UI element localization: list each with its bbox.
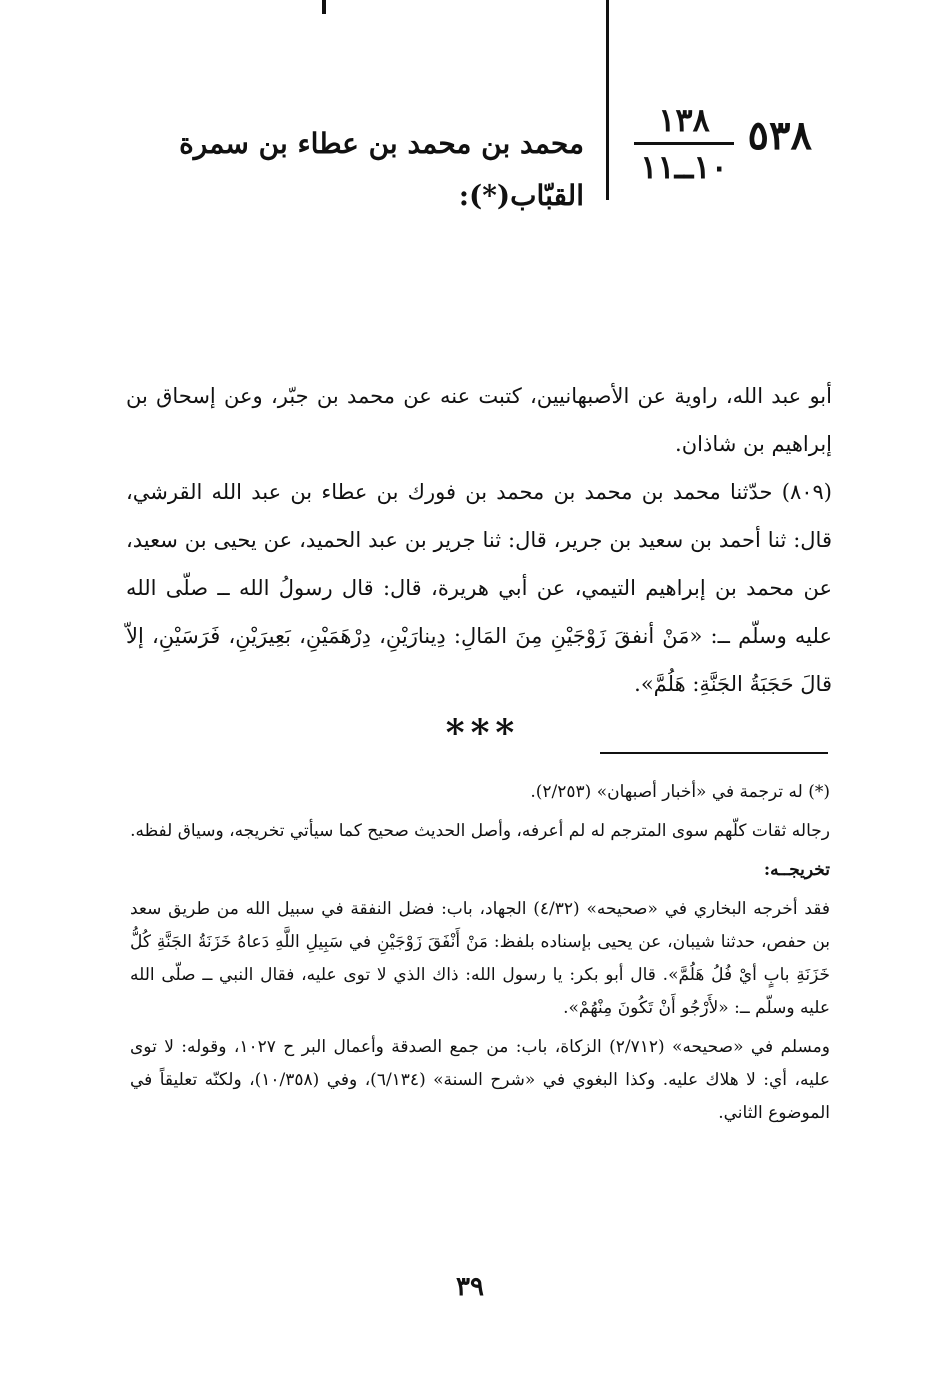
hadith-paragraph: (٨٠٩) حدّثنا محمد بن محمد بن محمد بن فورك بن عطاء بن عبد الله القرشي، قال: ثنا أحمد بن سعيد بن جرير، قال: ثنا جرير بن عبد الحميد، عن يحيى بن سعيد، عن محمد بن إبراهيم التيمي، عن أبي هريرة، قال: قال رسولُ الله ــ صلّى الله عليه وسلّم ــ: «مَنْ أنفقَ زَوْجَيْنِ مِنَ المَالِ: دِينارَيْنِ، دِرْهَمَيْنِ، بَعِيرَيْنِ، فَرَسَيْنِ، إلاّ قالَ حَجَبَةُ الجَنَّةِ: هَلُمَّ». <box>126 480 832 696</box>
footnote-star: (*) له ترجمة في «أخبار أصبهان» (٢/٢٥٣). <box>530 782 830 802</box>
fraction-bar <box>634 142 734 145</box>
takhrij-bukhari: فقد أخرجه البخاري في «صحيحه» (٤/٣٢) الجهاد، باب: فضل النفقة في سبيل الله من طريق سعد بن حفص، حدثنا شيبان، عن يحيى بإسناده بلفظ: مَنْ أَنْفَقَ زَوْجَيْنِ في سَبِيلِ اللَّهِ دَعاهُ خَزَنَةُ الجَنَّةِ كُلُّ خَزَنَةِ بابٍ أيْ فُلُ هَلُمَّ». قال أبو بكر: يا رسول الله: ذاك الذي لا توى عليه، فقال النبي ــ صلّى الله عليه وسلّم ــ: «لأَرْجُو أَنْ تَكُونَ مِنْهُمْ». <box>130 899 830 1018</box>
footnotes <box>130 776 830 1136</box>
entry-title <box>164 118 584 222</box>
takhrij-muslim: ومسلم في «صحيحه» (٢/٧١٢) الزكاة، باب: من جمع الصدقة وأعمال البر ح ١٠٢٧، وقوله: لا توى عليه، أي: لا هلاك عليه. وكذا البغوي في «شرح السنة» (٦/١٣٤)، وفي (١٠/٣٥٨)، ولكنّه تعليقاً في الموضوع الثاني. <box>130 1037 830 1123</box>
main-text <box>126 372 832 708</box>
entry-fraction <box>634 100 734 187</box>
header-vertical-rule <box>606 0 609 200</box>
entry-number: ٥٣٨ <box>747 112 812 159</box>
section-separator: *** <box>445 712 521 754</box>
top-edge-mark <box>322 0 326 14</box>
footnote-rule <box>600 752 828 754</box>
page-number: ٣٩ <box>456 1272 484 1302</box>
title-line-2: القبّاب(*): <box>458 179 584 212</box>
takhrij-heading: تخريجــه: <box>763 860 830 880</box>
title-line-1: محمد بن محمد بن عطاء بن سمرة <box>179 127 584 160</box>
biography-paragraph: أبو عبد الله، راوية عن الأصبهانيين، كتبت عنه عن محمد بن جبّر، وعن إسحاق بن إبراهيم بن شاذان. <box>126 384 832 456</box>
fraction-bottom: ١٠ــ١١ <box>640 148 728 186</box>
fraction-top: ١٣٨ <box>658 101 710 139</box>
footnote-narrators: رجاله ثقات كلّهم سوى المترجم له لم أعرفه، وأصل الحديث صحيح كما سيأتي تخريجه، وسياق لفظه. <box>130 821 830 841</box>
